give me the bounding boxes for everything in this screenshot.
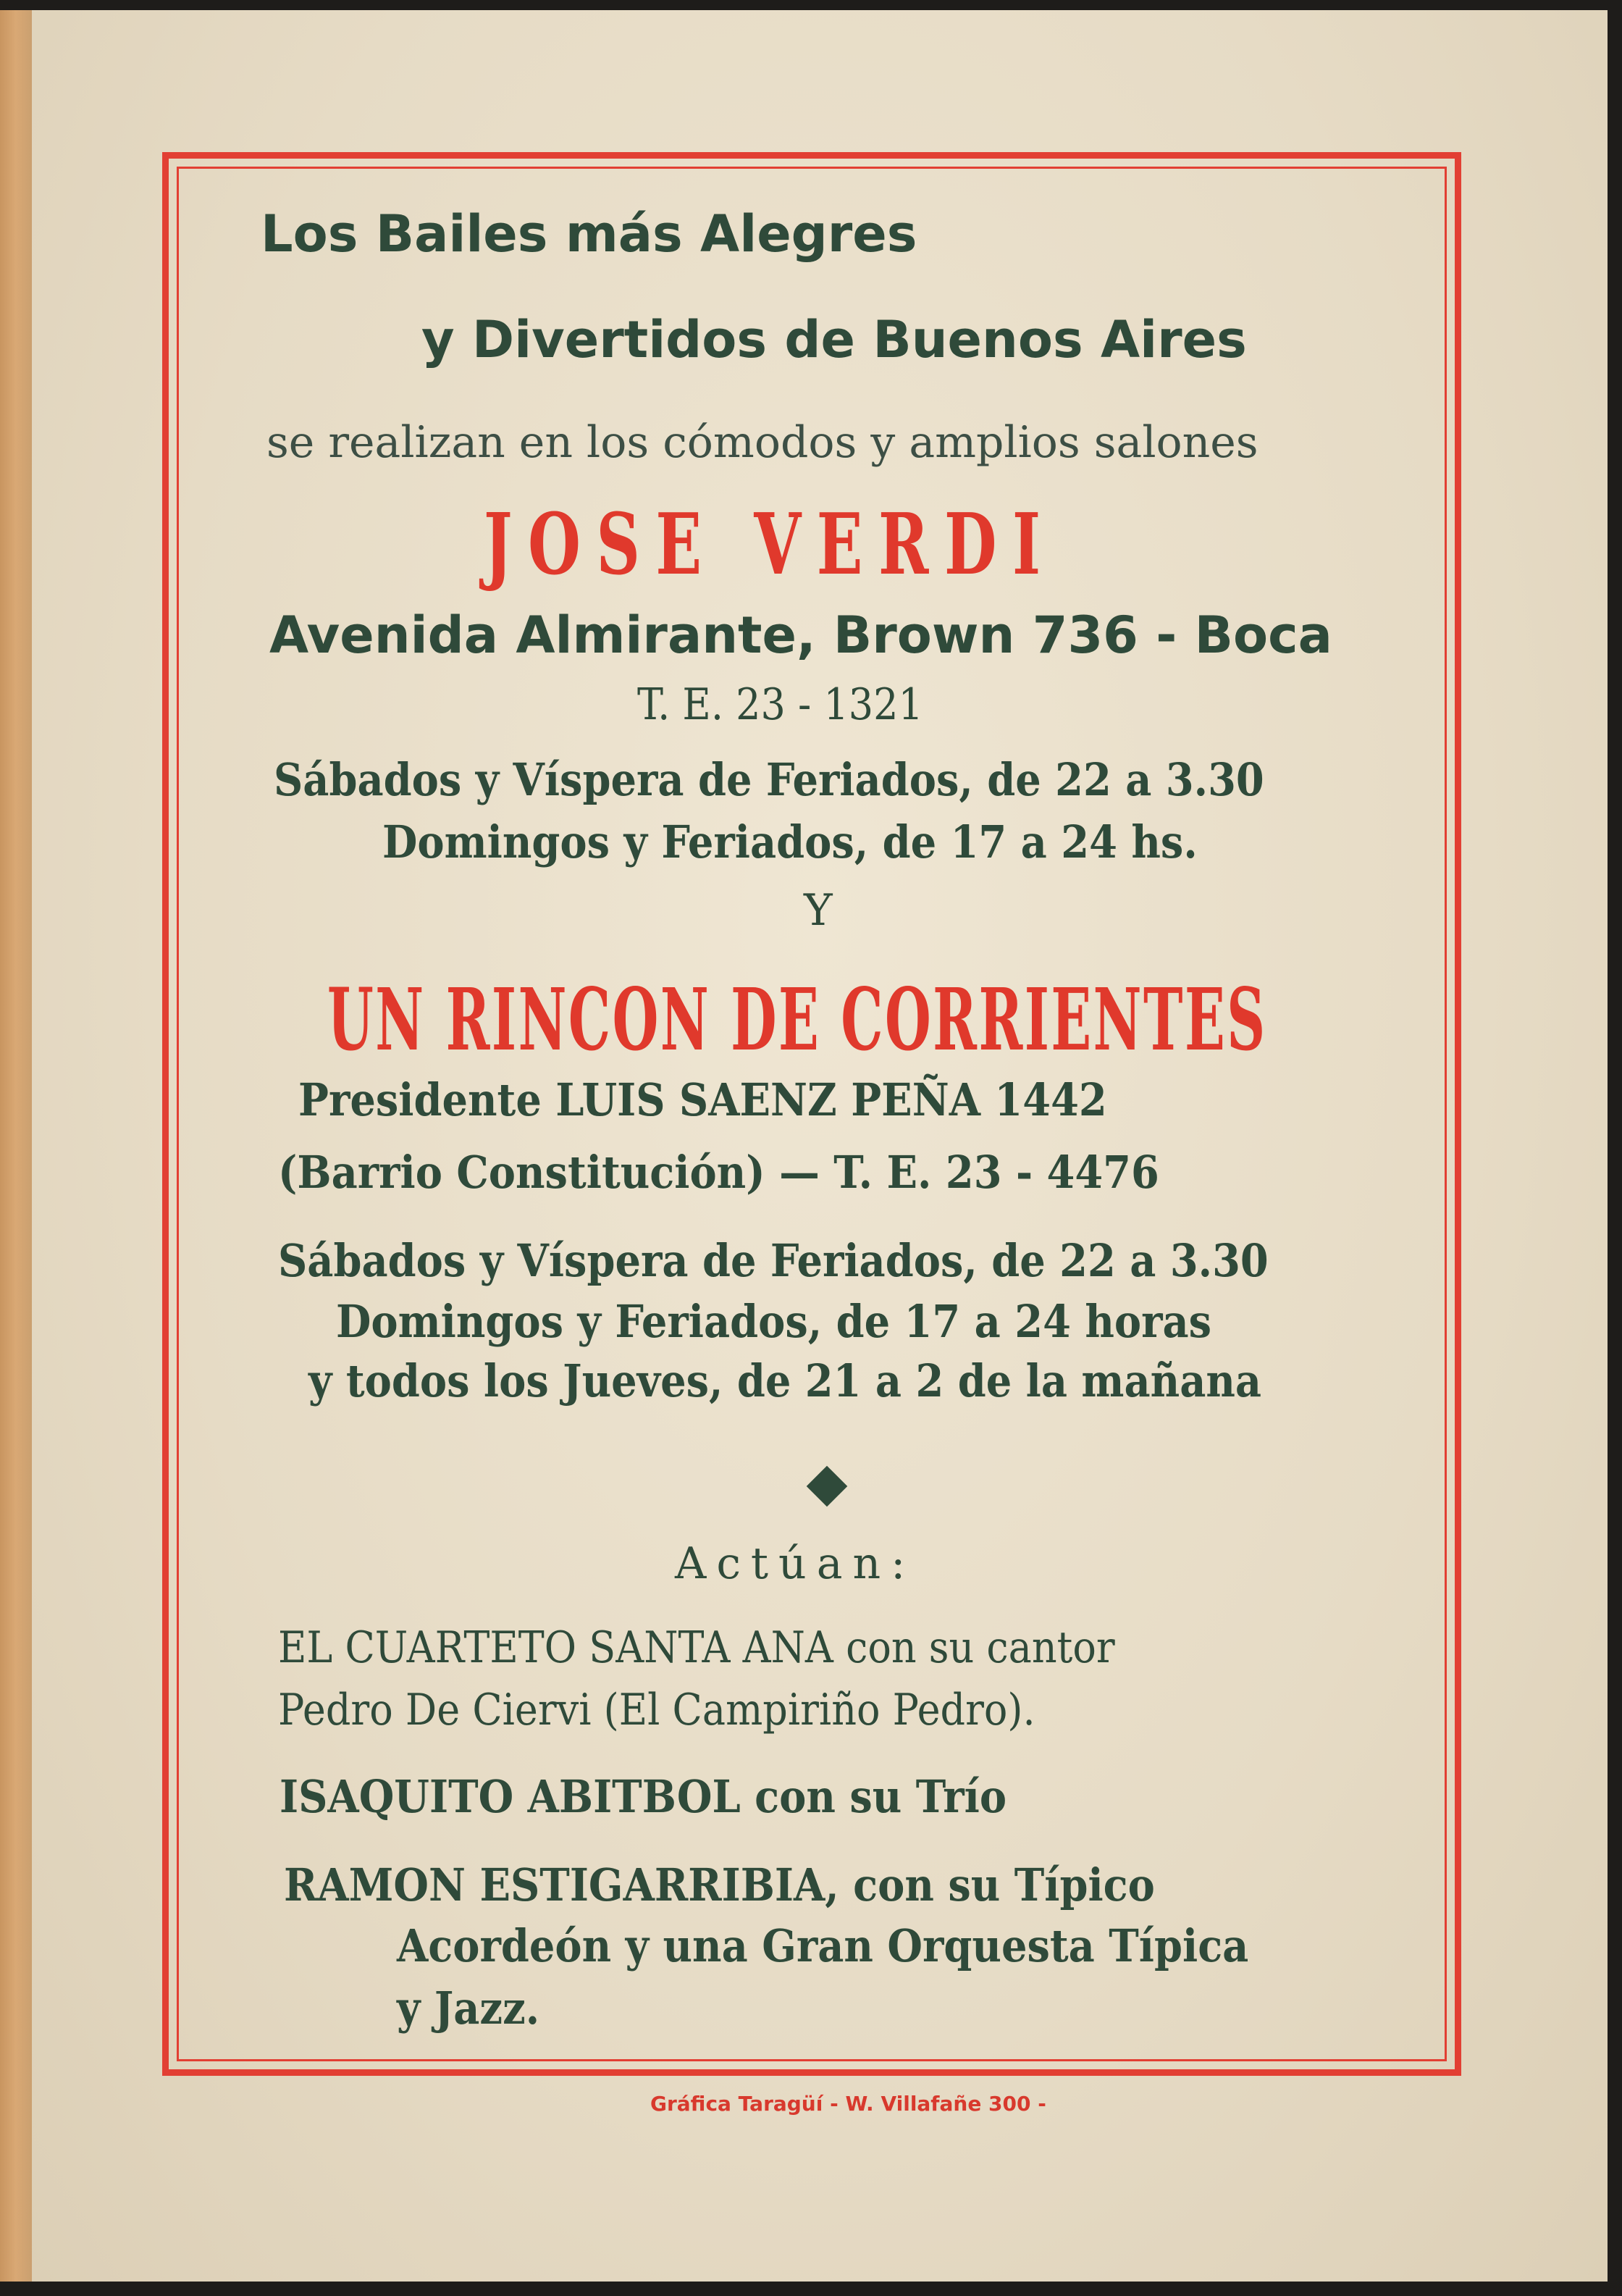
book-spine-edge bbox=[0, 10, 32, 2282]
connector-y: Y bbox=[804, 885, 833, 936]
venue-2-name: UN RINCON DE CORRIENTES bbox=[327, 969, 1267, 1070]
headline-line-3: se realizan en los cómodos y amplios salones bbox=[266, 417, 1258, 468]
venue-2-address: Presidente LUIS SAENZ PEÑA 1442 bbox=[298, 1073, 1107, 1126]
act-2: ISAQUITO ABITBOL con su Trío bbox=[280, 1770, 1007, 1823]
venue-1-phone: T. E. 23 - 1321 bbox=[637, 679, 923, 730]
venue-2-schedule-2: Domingos y Feriados, de 17 a 24 horas bbox=[336, 1295, 1212, 1348]
venue-2-schedule-1: Sábados y Víspera de Feriados, de 22 a 3.30 bbox=[278, 1234, 1269, 1287]
venue-1-schedule-2: Domingos y Feriados, de 17 a 24 hs. bbox=[382, 816, 1198, 868]
headline-line-1: Los Bailes más Alegres bbox=[261, 204, 917, 264]
act-1-line-2: Pedro De Ciervi (El Campiriño Pedro). bbox=[278, 1685, 1035, 1735]
venue-1-schedule-1: Sábados y Víspera de Feriados, de 22 a 3.30 bbox=[274, 753, 1264, 806]
headline-line-2: y Divertidos de Buenos Aires bbox=[421, 310, 1247, 369]
venue-2-district-phone: (Barrio Constitución) — T. E. 23 - 4476 bbox=[278, 1146, 1159, 1199]
act-1-line-1: EL CUARTETO SANTA ANA con su cantor bbox=[278, 1622, 1115, 1673]
venue-1-address: Avenida Almirante, Brown 736 - Boca bbox=[269, 606, 1332, 665]
venue-2-schedule-3: y todos los Jueves, de 21 a 2 de la mañana bbox=[308, 1354, 1262, 1407]
act-3-line-3: y Jazz. bbox=[397, 1982, 540, 2035]
printer-footer: Gráfica Taragüí - W. Villafañe 300 - bbox=[650, 2092, 1046, 2116]
acts-heading: Actúan: bbox=[675, 1538, 916, 1589]
act-3-line-1: RAMON ESTIGARRIBIA, con su Típico bbox=[284, 1859, 1155, 1911]
act-3-line-2: Acordeón y una Gran Orquesta Típica bbox=[397, 1919, 1249, 1972]
venue-1-name: JOSE VERDI bbox=[484, 495, 1056, 594]
